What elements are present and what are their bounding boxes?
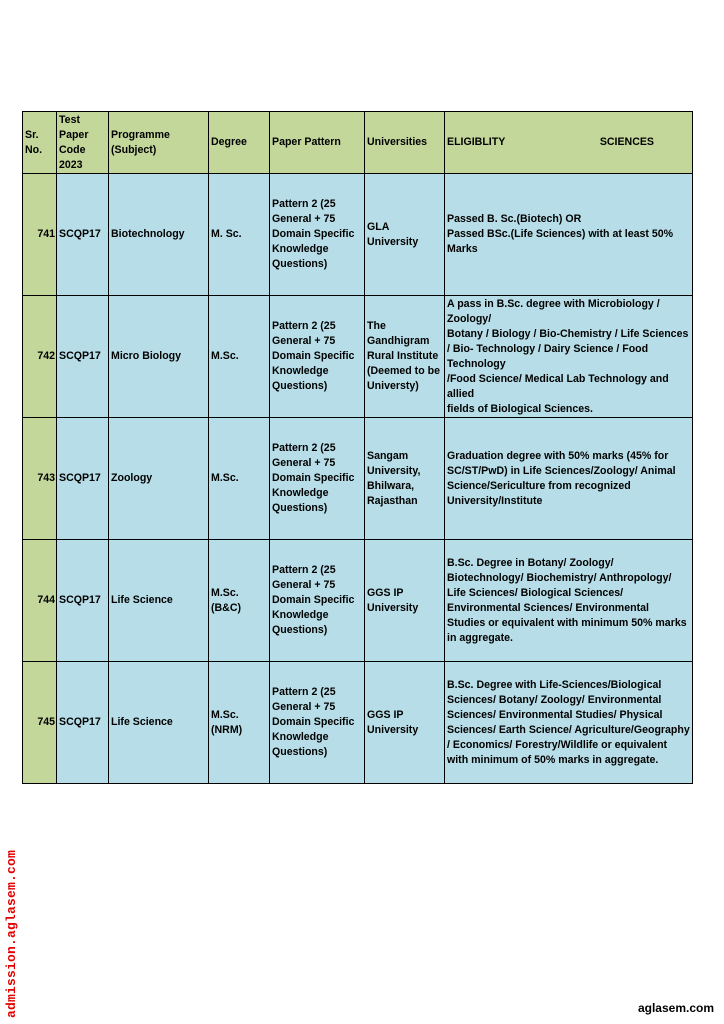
cell-eligibility: B.Sc. Degree in Botany/ Zoology/ Biotechnology/ Biochemistry/ Anthropology/ Life Sciences/ Biological Sciences/ Environmental Sciences/ Environmental Studies or equivalent with minimum 50% marks in aggregate. — [445, 540, 693, 662]
cell-degree: M.Sc.(NRM) — [209, 662, 270, 784]
cell-eligibility: Graduation degree with 50% marks (45% for SC/ST/PwD) in Life Sciences/Zoology/ Animal Science/Sericulture from recognized University/Institute — [445, 418, 693, 540]
header-programme: Programme (Subject) — [109, 112, 209, 174]
cell-sr-no: 742 — [23, 296, 57, 418]
table-row — [23, 662, 693, 784]
header-paper-pattern: Paper Pattern — [270, 112, 365, 174]
header-universities: Universities — [365, 112, 445, 174]
cell-paper-pattern: Pattern 2 (25 General + 75 Domain Specific Knowledge Questions) — [270, 418, 365, 540]
cell-sr-no: 744 — [23, 540, 57, 662]
cell-programme: Life Science — [109, 540, 209, 662]
side-watermark: admission.aglasem.com — [4, 849, 19, 1018]
cell-paper-code: SCQP17 — [57, 174, 109, 296]
cell-sr-no: 741 — [23, 174, 57, 296]
cell-university: GGS IP University — [365, 540, 445, 662]
cell-degree: M.Sc.(B&C) — [209, 540, 270, 662]
cell-paper-pattern: Pattern 2 (25 General + 75 Domain Specific Knowledge Questions) — [270, 174, 365, 296]
cell-university: GGS IP University — [365, 662, 445, 784]
cell-degree: M. Sc. — [209, 174, 270, 296]
table-row — [23, 418, 693, 540]
cell-paper-code: SCQP17 — [57, 418, 109, 540]
cell-paper-pattern: Pattern 2 (25 General + 75 Domain Specific Knowledge Questions) — [270, 296, 365, 418]
cell-degree: M.Sc. — [209, 418, 270, 540]
cell-programme: Biotechnology — [109, 174, 209, 296]
cell-eligibility: A pass in B.Sc. degree with Microbiology / Zoology/ Botany / Biology / Bio-Chemistry / Life Sciences / Bio- Technology / Dairy Science / Food Technology /Food Science/ Medical Lab Technology and allied fields of Biological Sciences. — [445, 296, 693, 418]
corner-watermark: aglasem.com — [637, 1001, 714, 1015]
header-eligibility-cell — [445, 112, 693, 174]
cell-sr-no: 745 — [23, 662, 57, 784]
cell-paper-code: SCQP17 — [57, 296, 109, 418]
cell-programme: Micro Biology — [109, 296, 209, 418]
table-header-row — [23, 112, 693, 174]
cell-paper-pattern: Pattern 2 (25 General + 75 Domain Specific Knowledge Questions) — [270, 540, 365, 662]
header-eligibility: ELIGIBLITY — [447, 136, 506, 148]
cell-eligibility: Passed B. Sc.(Biotech) OR Passed BSc.(Life Sciences) with at least 50% Marks — [445, 174, 693, 296]
header-stream: SCIENCES — [599, 136, 654, 148]
cell-degree: M.Sc. — [209, 296, 270, 418]
table-row — [23, 540, 693, 662]
header-sr-no: Sr. No. — [23, 112, 57, 174]
cell-paper-pattern: Pattern 2 (25 General + 75 Domain Specific Knowledge Questions) — [270, 662, 365, 784]
cell-paper-code: SCQP17 — [57, 540, 109, 662]
cell-sr-no: 743 — [23, 418, 57, 540]
eligibility-table — [22, 111, 693, 784]
cell-programme: Life Science — [109, 662, 209, 784]
table-row — [23, 174, 693, 296]
header-test-paper-code: Test Paper Code 2023 — [57, 112, 109, 174]
cell-university: The Gandhigram Rural Institute (Deemed to be Universty) — [365, 296, 445, 418]
cell-paper-code: SCQP17 — [57, 662, 109, 784]
cell-programme: Zoology — [109, 418, 209, 540]
table-row — [23, 296, 693, 418]
header-degree: Degree — [209, 112, 270, 174]
cell-university: Sangam University, Bhilwara, Rajasthan — [365, 418, 445, 540]
cell-university: GLA University — [365, 174, 445, 296]
cell-eligibility: B.Sc. Degree with Life-Sciences/Biological Sciences/ Botany/ Zoology/ Environmental Sciences/ Environmental Studies/ Physical Sciences/ Earth Science/ Agriculture/Geography / Economics/ Forestry/Wildlife or equivalent with minimum of 50% marks in aggregate. — [445, 662, 693, 784]
